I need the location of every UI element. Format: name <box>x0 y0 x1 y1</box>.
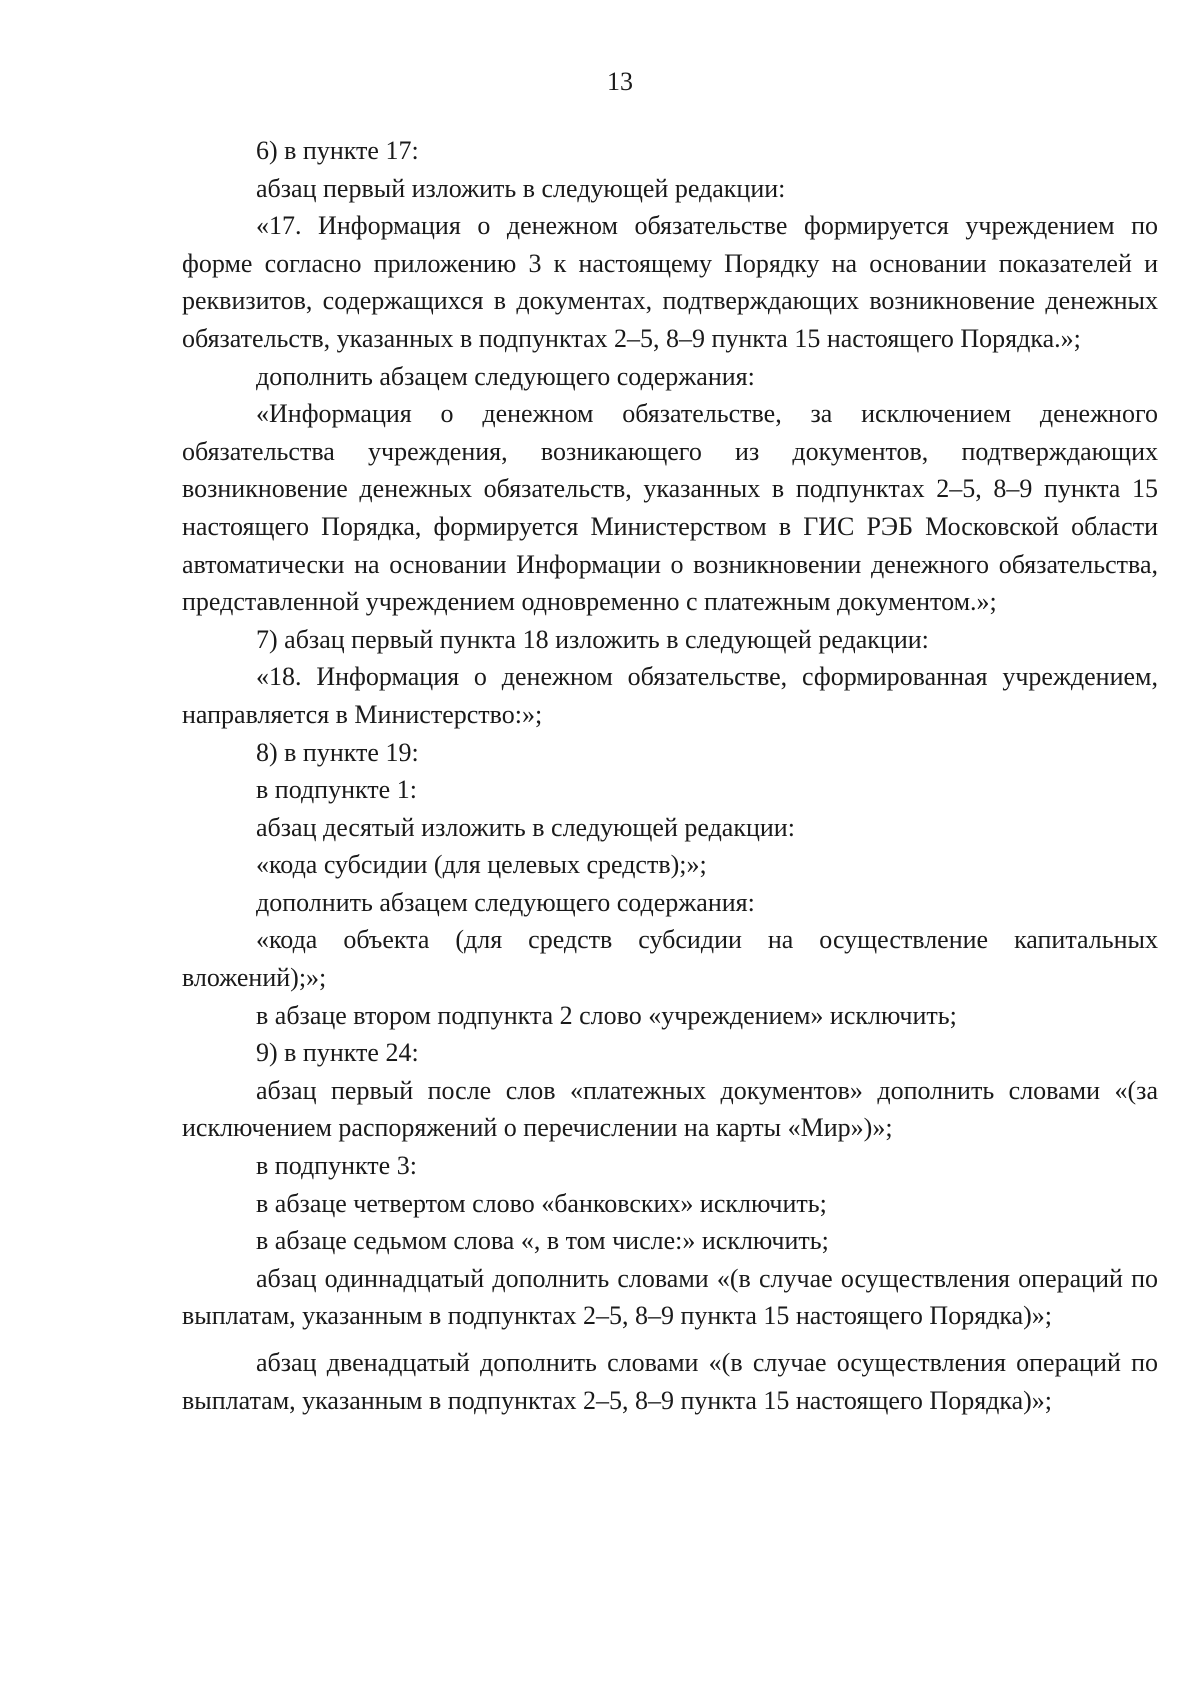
paragraph-subpoint-3: в подпункте 3: <box>256 1151 417 1181</box>
paragraph-add-instruction: дополнить абзацем следующего содержания: <box>256 361 755 391</box>
paragraph-edit-instruction: абзац первый изложить в следующей редакции: <box>256 173 786 203</box>
paragraph-exclude-instruction: в абзаце втором подпункта 2 слово «учреждением» исключить; <box>256 1000 957 1030</box>
paragraph-point-17-text: «17. Информация о денежном обязательстве формируется учреждением по форме согласно приложению 3 к настоящему Порядку на основании показателей и реквизитов, содержащихся в документах, подтверждающих возникновение денежных обязательств, указанных в подпунктах 2–5, 8–9 пункта 15 настоящего Порядка.»; <box>182 211 1158 353</box>
paragraph-supplement-instruction: абзац одиннадцатый дополнить словами «(в случае осуществления операций по выплатам, указанным в подпунктах 2–5, 8–9 пункта 15 настоящего Порядка)»; <box>182 1263 1158 1331</box>
paragraph-item-8: 8) в пункте 19: <box>256 737 419 767</box>
document-body <box>182 132 1158 1419</box>
paragraph-exclude-instruction: в абзаце четвертом слово «банковских» исключить; <box>256 1188 827 1218</box>
paragraph-supplement-instruction: абзац первый после слов «платежных документов» дополнить словами «(за исключением распоряжений о перечислении на карты «Мир»)»; <box>182 1075 1158 1143</box>
paragraph-item-9: 9) в пункте 24: <box>256 1038 419 1068</box>
paragraph-add-instruction: дополнить абзацем следующего содержания: <box>256 887 755 917</box>
paragraph-quoted-text: «кода объекта (для средств субсидии на осуществление капитальных вложений);»; <box>182 925 1158 993</box>
paragraph-exclude-instruction: в абзаце седьмом слова «, в том числе:» исключить; <box>256 1226 829 1256</box>
paragraph-item-6: 6) в пункте 17: <box>256 136 419 165</box>
paragraph-point-18-text: «18. Информация о денежном обязательстве, сформированная учреждением, направляется в Министерство:»; <box>182 662 1158 729</box>
paragraph-supplement-instruction: абзац двенадцатый дополнить словами «(в случае осуществления операций по выплатам, указанным в подпунктах 2–5, 8–9 пункта 15 настоящего Порядка)»; <box>182 1348 1158 1415</box>
paragraph-item-7: 7) абзац первый пункта 18 изложить в следующей редакции: <box>256 624 929 654</box>
paragraph-quoted-text: «кода субсидии (для целевых средств);»; <box>256 850 707 880</box>
paragraph-edit-instruction: абзац десятый изложить в следующей редакции: <box>256 812 795 842</box>
page-number: 13 <box>607 67 633 96</box>
paragraph-new-text: «Информация о денежном обязательстве, за исключением денежного обязательства учреждения, возникающего из документов, подтверждающих возникновение денежных обязательств, указанных в подпунктах 2–5, 8–9 пункта 15 настоящего Порядка, формируется Министерством в ГИС РЭБ Московской области автоматически на основании Информации о возникновении денежного обязательства, представленной учреждением одновременно с платежным документом.»; <box>182 399 1158 617</box>
paragraph-subpoint-1: в подпункте 1: <box>256 775 417 805</box>
